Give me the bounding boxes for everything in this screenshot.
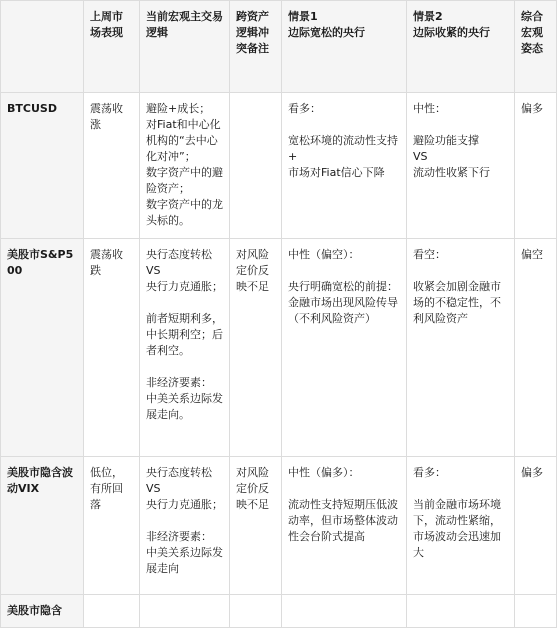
header-cell-scenario-2: 情景2 边际收紧的央行: [407, 1, 515, 93]
table-cell: 避险+成长； 对Fiat和中心化机构的“去中心化对冲”； 数字资产中的避险资产； 数字资产中的龙头标的。: [140, 93, 230, 239]
header-row: [1, 1, 557, 93]
table-cell: [407, 595, 515, 628]
table-cell: 偏多: [515, 457, 557, 595]
table-cell: 看空： 收紧会加剧金融市场的不稳定性，不利风险资产: [407, 239, 515, 457]
table-cell: [515, 595, 557, 628]
table-cell: [84, 595, 140, 628]
table-cell: [230, 93, 282, 239]
table-cell: 偏多: [515, 93, 557, 239]
table-cell: 中性（偏多）： 流动性支持短期压低波动率，但市场整体波动性会台阶式提高: [282, 457, 407, 595]
table-cell: 中性： 避险功能支撑 VS 流动性收紧下行: [407, 93, 515, 239]
table-row: [1, 457, 557, 595]
table-row: [1, 239, 557, 457]
row-asset-name: 美股市隐含: [1, 595, 84, 628]
table-cell: 对风险定价反映不足: [230, 457, 282, 595]
header-cell-last-week: 上周市场表现: [84, 1, 140, 93]
table-cell: [282, 595, 407, 628]
table-cell: 对风险定价反映不足: [230, 239, 282, 457]
table-cell: [140, 595, 230, 628]
table-cell: 震荡收跌: [84, 239, 140, 457]
table-cell: 低位，有所回落: [84, 457, 140, 595]
table-cell: 央行态度转松 VS 央行力克通胀； 前者短期利多，中长期利空；后者利空。 非经济要素： 中美关系边际发展走向。: [140, 239, 230, 457]
header-cell-scenario-1: 情景1 边际宽松的央行: [282, 1, 407, 93]
table-cell: 震荡收涨: [84, 93, 140, 239]
row-asset-name: 美股市S&P500: [1, 239, 84, 457]
table-row: [1, 595, 557, 628]
table-cell: 看多： 宽松环境的流动性支持 + 市场对Fiat信心下降: [282, 93, 407, 239]
table-cell: 看多： 当前金融市场环境下，流动性紧缩，市场波动会迅速加大: [407, 457, 515, 595]
header-cell-overall-stance: 综合宏观姿态: [515, 1, 557, 93]
table-row: [1, 93, 557, 239]
row-asset-name: 美股市隐含波动VIX: [1, 457, 84, 595]
table-cell: 中性（偏空）： 央行明确宽松的前提：金融市场出现风险传导（不利风险资产）: [282, 239, 407, 457]
table-cell: [230, 595, 282, 628]
header-cell-cross-asset-note: 跨资产逻辑冲突备注: [230, 1, 282, 93]
header-cell-macro-logic: 当前宏观主交易逻辑: [140, 1, 230, 93]
row-asset-name: BTCUSD: [1, 93, 84, 239]
header-cell-asset: [1, 1, 84, 93]
table-cell: 央行态度转松 VS 央行力克通胀； 非经济要素： 中美关系边际发展走向: [140, 457, 230, 595]
table-cell: 偏空: [515, 239, 557, 457]
